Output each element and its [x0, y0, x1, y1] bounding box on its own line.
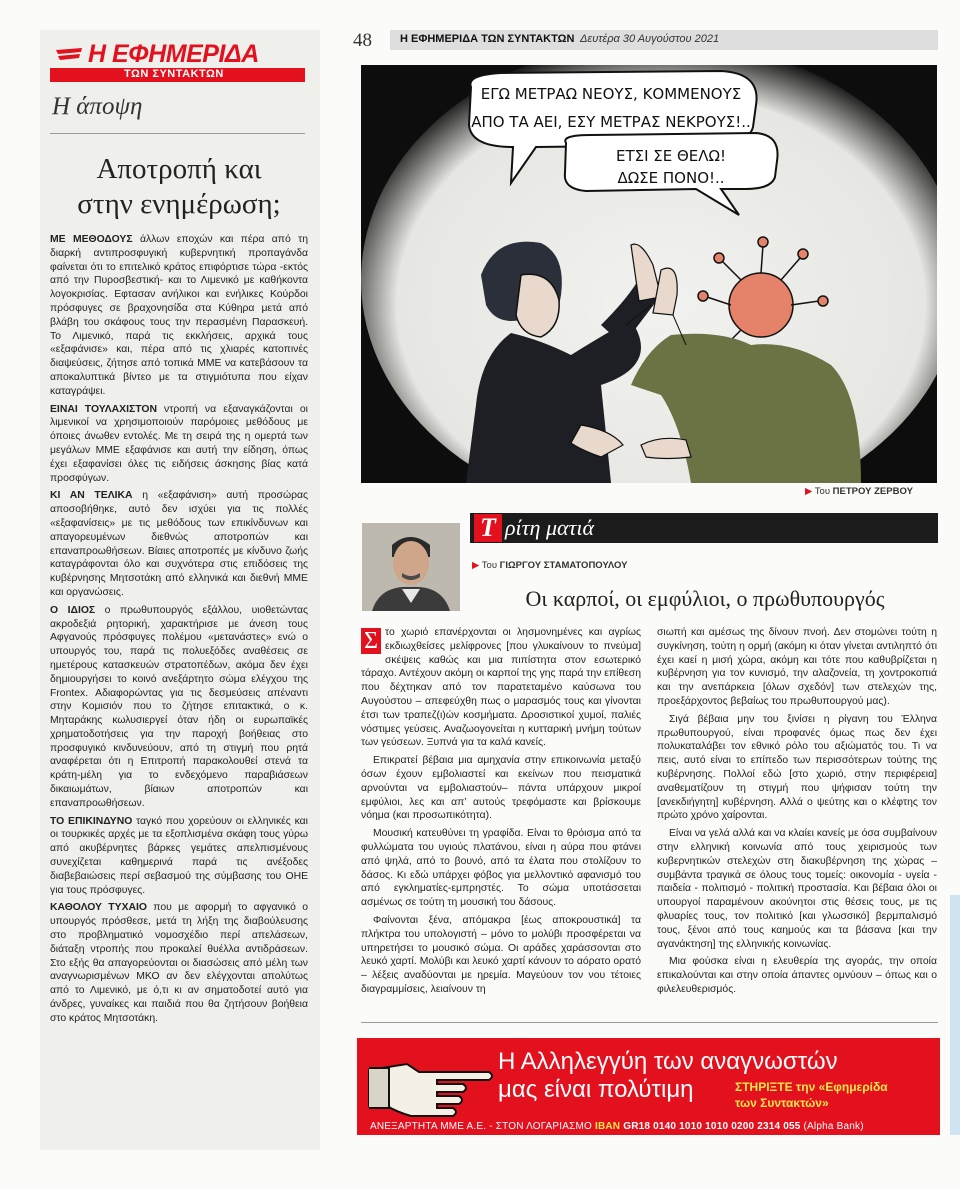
ad-bank-account: [370, 1121, 864, 1132]
cartoon-illustration: [361, 65, 937, 483]
paragraph: [50, 815, 308, 898]
speech-bubble-1-line-1: ΕΓΩ ΜΕΤΡΑΩ ΝΕΟΥΣ, ΚΟΜΜΕΝΟΥΣ: [480, 85, 742, 103]
iban-label: IBAN: [594, 1121, 621, 1132]
speech-bubble-1-line-2: ΑΠΟ ΤΑ ΑΕΙ, ΕΣΥ ΜΕΤΡΑΣ ΝΕΚΡΟΥΣ!..: [471, 113, 751, 131]
bank-name: (Alpha Bank): [803, 1121, 864, 1132]
author-portrait: [362, 523, 460, 611]
article-column-2: [657, 626, 937, 1001]
paragraph: [50, 604, 308, 811]
paragraph-lead: ΕΙΝΑΙ ΤΟΥΛΑΧΙΣΤΟΝ: [50, 403, 157, 415]
newspaper-logo: Η ΕΦΗΜΕΡΙΔΑ: [88, 40, 259, 68]
author-photo: [362, 523, 460, 611]
ad-support-line-1: ΣΤΗΡΙΞΤΕ την «Εφημερίδα: [735, 1080, 888, 1094]
ad-support-line-2: των Συντακτών»: [735, 1096, 829, 1110]
paragraph: [50, 233, 308, 399]
opinion-body: [50, 233, 308, 1030]
paragraph-lead: Ο ΙΔΙΟΣ: [50, 604, 96, 616]
paragraph: Μια φούσκα είναι η ελευθερία της αγοράς, την οποία επικαλούνται και στην οποία άπαντες ομνύουν – όπως και ο φιλελευθερισμός.: [657, 956, 937, 995]
divider: [50, 133, 305, 134]
paragraph-text: ταγκό που χορεύουν οι ελληνικές και οι τουρκικές αρχές με τα εξοπλισμένα σκάφη τους γύρω από ακυβέρνητες βάρκες γεμάτες απελπισμένους συνεχίζεται καθημερινά παρά τις ανέξοδες διαβεβαιώσεις περί σεβασμού της σύμβασης του ΟΗΕ για τους πρόσφυγες.: [50, 815, 308, 896]
page-number: 48: [353, 30, 372, 51]
iban-number: GR18 0140 1010 1010 0200 2314 055: [623, 1121, 801, 1132]
author-name: ΓΙΩΡΓΟΥ ΣΤΑΜΑΤΟΠΟΥΛΟΥ: [499, 560, 628, 571]
ad-subtitle: μας είναι πολύτιμη: [498, 1076, 694, 1103]
cartoonist-name: ΠΕΤΡΟΥ ΖΕΡΒΟΥ: [832, 486, 913, 497]
virus-low-hand: [641, 438, 691, 458]
paragraph: [50, 403, 308, 486]
iban-prefix: ΑΝΕΞΑΡΤΗΤΑ ΜΜΕ Α.Ε. - ΣΤΟΝ ΛΟΓΑΡΙΑΣΜΟ: [370, 1121, 592, 1132]
pointing-hand-icon: [367, 1050, 497, 1122]
speech-bubble-2-line-1: ΕΤΣΙ ΣΕ ΘΕΛΩ!: [615, 147, 727, 165]
paragraph-text: άλλων εποχών και πέρα από τη διαρκή αντιπροσφυγική κυβερνητική προπαγάνδα φαίνεται ότι το επιτελικό κράτος επιφόρτισε τώρα -εκτός από την Πυροσβεστική- και το Λιμενικό με καθήκοντα λογοκρισίας. Εφτασαν ανήλικοι και ενήλικες Κούρδοι πρόσφυγες σε βραχονησίδα στα Κύθηρα μετά από βλάβη του σκάφους τους την περασμένη Παρασκευή. Το Λιμενικό, παρά τις εκκλήσεις, αρχικά τους «εξαφάνισε» και, πέρα από τις χλιαρές κατοπινές διαψεύσεις, ζήτησε από τοπικά ΜΜΕ να κατεβάσουν τα αποκαλυπτικά βίντεο με τα στιγμιότυπα που είχαν καταγράψει.: [50, 234, 308, 397]
paragraph: Επικρατεί βέβαια μια αμηχανία στην επικοινωνία μεταξύ όσων έχουν εμβολιαστεί και εκείνων που πεισματικά αρνούνται να εμβολιαστούν– πάντα υπάρχουν μικροί εμφύλιοι, λες και απ’ αυτούς τρεφόμαστε και βρίσκουμε νόημα (και προσωπικότητα).: [361, 755, 641, 822]
credit-triangle-icon: ▶: [805, 486, 815, 497]
column-label-initial: Τ: [474, 514, 502, 542]
newspaper-logo-flag-icon: [54, 46, 84, 64]
paragraph: [50, 901, 308, 1025]
newspaper-logo-subtitle: ΤΩΝ ΣΥΝΤΑΚΤΩΝ: [124, 68, 224, 80]
paragraph-lead: ΚΙ ΑΝ ΤΕΛΙΚΑ: [50, 490, 133, 502]
paragraph-text: ο πρωθυπουργός εξάλλου, υιοθετώντας ακροδεξιά ρητορική, χαρακτήρισε με άνεση τους Αφγανούς πρόσφυγες πολέμου «μετανάστες» ενώ ο υπουργός του, παρά τις πολυεξόδες αναθέσεις σε ημετέρους κατασκευών στρατοπέδων, ακόμα δεν έχει δημιουργήσει το κοινό ανεξάρτητο σώμα ελέγχου της Frontex. Αδιαφορώντας για τις δεσμεύσεις απέναντι στην Κομισιόν που το ζήτησε επιτακτικά, ο κ. Μηταράκης κωλυσιεργεί όταν ήδη οι ευρωπαϊκές χρηματοδοτήσεις για την παροχή βοήθειας στο προσφυγικό κινδυνεύουν, από τη στιγμή που ρητά αναφέρεται ότι η Επιτροπή παρακολουθεί στενά τα κράτη-μέλη για το ενδεχόμενο παραβιάσεων δικαιωμάτων, βίαιων αποτροπών και επαναπροωθήσεων.: [50, 604, 308, 809]
divider: [361, 1022, 938, 1023]
page-edge-strip: [950, 895, 960, 1135]
article-column-1: [361, 626, 641, 1001]
paragraph-text: η «εξαφάνιση» αυτή προσώρας αποσοβήθηκε, αυτό δεν ισχύει για τις πολλές «εξαφανίσεις» με τις μεθόδους των επικίνδυνων και απαγορευμένων διεθνώς αποτροπών και επαναπροωθήσεων. Βίαιες αποτροπές με κίνδυνο ζωής καταγράφονται όλο και συχνότερα στις επιδόσεις της κυβέρνησης Μητσοτάκη από ελληνικά και διεθνή ΜΜΕ και οργανώσεις.: [50, 490, 309, 598]
column-label: ρίτη ματιά: [505, 515, 595, 540]
paragraph-text: το χωριό επανέρχονται οι λησμονημένες και αγρίως εκδιωχθείσες μελίφρονες [που γλυκαίνουν το πνεύμα] σκέψεις καθώς και μια πιπίστητα στον εσωτερικό τάραχο. Αντέχουν ακόμη οι καρποί της γης παρά την επίθεση που δέχτηκαν από τον παρατεταμένο καύσωνα του Αυγούστου – απεφεύχθη πως ο μαρασμός τους και γίνονται έτσι των τραπεζ(ι)ών κοσμήματα. Δροσιστικοί χυμοί, παλιές νόστιμες γεύσεις. Αναζωογονείται η κυτταρική μνήμη τούτων των γεύσεων. Ξυπνά για τα καλά κανείς.: [361, 627, 641, 749]
paragraph-lead: ΚΑΘΟΛΟΥ ΤΥΧΑΙΟ: [50, 902, 147, 914]
cartoon-credit: [805, 486, 913, 497]
paragraph-text: ντροπή να εξαναγκάζονται οι λιμενικοί να χρησιμοποιούν παρόμοιες μεθόδους με όποιες άνωθεν εντολές. Με τη σειρά της η ομερτά των μεγάλων ΜΜΕ εξαφάνισε και αυτή την είδηση, όπως έχει εξαφανίσει όλες τις ειδήσεις άσκησης βίας κατά προσφύγων.: [50, 403, 308, 484]
political-cartoon: [361, 65, 937, 483]
opinion-column: [40, 30, 320, 1150]
paragraph: Μουσική κατευθύνει τη γραφίδα. Είναι το θρόισμα από τα φυλλώματα του υγιούς πλατάνου, είναι η αύρα που φτάνει από ψηλά, από το βουνό, από τα έλατα που στολίζουν το δάσος. Κι εδώ υπάρχει φόβος για μελλοντικό αφανισμό του από εγκληματίες-εμπρηστές. Το σώμα υποτάσσεται ασμένως σε τούτη τη μουσική του δάσους.: [361, 828, 641, 909]
paragraph-lead: ΜΕ ΜΕΘΟΔΟΥΣ: [50, 234, 133, 245]
paragraph: Φαίνονται ξένα, απόμακρα [έως αποκρουστικά] τα πλήκτρα του υπολογιστή – μόνο το μολύβι προσφέρεται να υπηρετήσει το μουσικό σώμα. Οι αράδες χαράσσονται στο λευκό χαρτί. Μολύβι και λευκό χαρτί κάνουν το αόρατο ορατό – λέξεις αναδύονται με ηρεμία. Μαγεύουν τον νου τέτοιες διαγραμμίσεις, λειαίνουν τη: [361, 914, 641, 995]
page-header-date: Δευτέρα 30 Αυγούστου 2021: [580, 33, 720, 45]
byline-prefix: Του: [481, 560, 498, 571]
paragraph: σιωπή και αμέσως της δίνουν πνοή. Δεν στομώνει τούτη η συγκίνηση, τούτη η ορμή (ακόμη κι όταν γίνεται αντιληπτό ότι έχει καεί η μισή χώρα, ακόμη και τότε που καθυβρίζεται η κυβέρνηση για τον κυνισμό, την αλαζονεία, τη χοντροκοπιά και την ανεπάρκεια [όλων σχεδόν] των στελεχών της, προεξάρχοντος βεβαίως του πρωθυπουργού μας).: [657, 627, 937, 707]
speech-bubble-2-line-2: ΔΩΣΕ ΠΟΝΟ!..: [617, 169, 725, 187]
page-header-title: Η ΕΦΗΜΕΡΙΔΑ ΤΩΝ ΣΥΝΤΑΚΤΩΝ: [400, 33, 575, 45]
paragraph: Είναι να γελά αλλά και να κλαίει κανείς με όσα συμβαίνουν στην ελληνική κοινωνία από τους χειρισμούς των κυβερνητικών στελεχών στη διακυβέρνηση της χώρας – συμβάντα τραγικά σε όλους τους τομείς: οικονομία - υγεία - παιδεία - πολιτισμό - πολιτική προστασία. Και βέβαια όλοι οι υπουργοί παραμένουν ακούνητοι στις θέσεις τους, με τις φλυαρίες τους, τον πολιτικό [και γλωσσικό] βερμπαλισμό τους, ξένοι από τους καημούς και τα βάσανα [και την αγανάκτηση] της ελληνικής κοινωνίας.: [657, 828, 937, 950]
credit-prefix: Του: [814, 486, 831, 497]
paragraph: [361, 626, 641, 750]
ad-title: Η Αλληλεγγύη των αναγνωστών: [498, 1048, 838, 1075]
headline-line-1: Αποτροπή και: [96, 153, 262, 185]
opinion-headline: [54, 152, 304, 222]
paragraph: Σιγά βέβαια μην του ξινίσει η ρίγανη του Έλληνα πρωθυπουργού, είναι προφανές όμως πως δεν έχει πολυκαταλάβει τον εθνικό ρόλο του αξιώματός του. Τι να πεις, αυτό είναι το επίπεδο των περισσότερων τούτης της κυβέρνησης. Πολλοί εδώ [στο χωριό, στην περιφέρεια] αναθεματίζουν τη στιγμή που ψήφισαν τούτη την [ανεκδιήγητη] κυβέρνηση. Αλλά ο ψεύτης και ο κλέφτης τον πρώτο χρόνο χαίρονται.: [657, 713, 937, 822]
virus-head: [729, 273, 793, 337]
paragraph-lead: ΤΟ ΕΠΙΚΙΝΔΥΝΟ: [50, 815, 133, 827]
section-label: Η άποψη: [52, 93, 143, 120]
headline-line-2: στην ενημέρωση;: [77, 188, 281, 220]
drop-cap: Σ: [361, 628, 381, 654]
article-title: Οι καρποί, οι εμφύλιοι, ο πρωθυπουργός: [525, 586, 885, 611]
paragraph-text: που με αφορμή το αφγανικό ο υπουργός πρόσθεσε, μετά τη λήξη της διαβούλευσης στο προβληματικό νομοσχέδιο περί απελάσεων, διάταξη ντροπής που προκαλεί θυέλλα αντιδράσεων. Στο εξής θα απαγορεύονται οι διασώσεις από μέλη των αναγνωρισμένων ΜΚΟ αν δεν ελέγχονται απολύτως από το Λιμενικό, με ό,τι κι αν σηματοδοτεί αυτό για άνδρες, γυναίκες και παιδιά που θα ζητήσουν βοήθεια στο κράτος Μητσοτάκη.: [50, 902, 308, 1024]
byline-triangle-icon: ▶: [472, 560, 482, 571]
article-byline: [472, 560, 627, 571]
paragraph: [50, 489, 308, 599]
